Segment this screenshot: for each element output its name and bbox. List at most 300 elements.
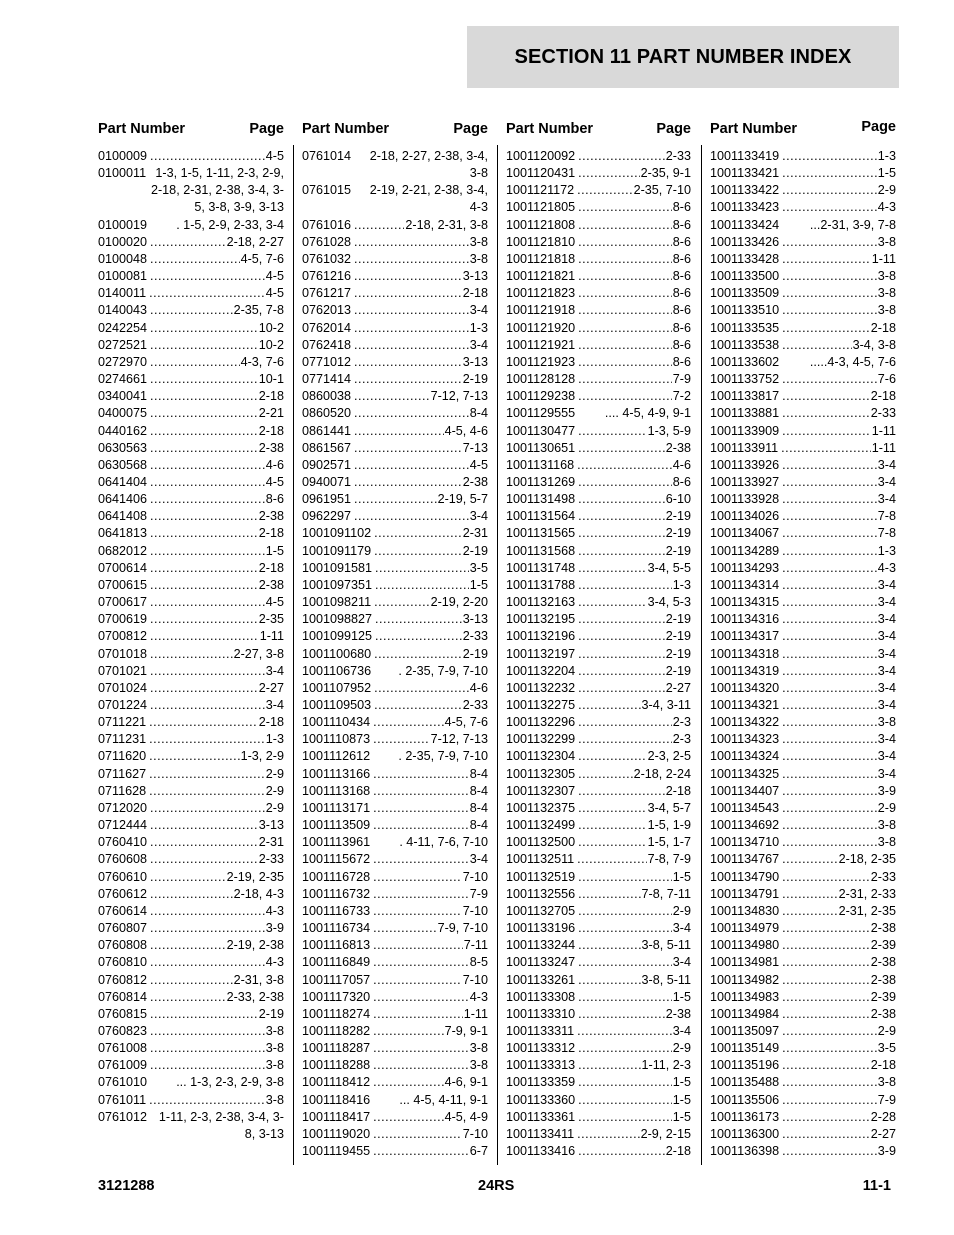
- part-number: 1001121172: [506, 183, 575, 198]
- page-refs: 3-4: [877, 663, 896, 678]
- dot-leader: [782, 491, 877, 508]
- index-entry: [98, 972, 284, 989]
- page-refs: 1-3: [877, 543, 896, 558]
- page-refs: 2-18: [258, 715, 284, 730]
- dot-leader: [354, 440, 462, 457]
- dot-leader: [578, 302, 672, 319]
- page-refs: 1-3, 1-5, 1-11, 2-3, 2-9, 2-18, 2-31, 2-38, 3-4, 3-5, 3-8, 3-9, 3-13: [150, 166, 284, 215]
- part-number: 1001133509: [710, 286, 780, 301]
- index-entry: [710, 989, 896, 1006]
- page-refs: 2-19, 2-21, 2-38, 3-4, 4-3: [369, 183, 488, 215]
- index-entry: [506, 972, 691, 989]
- dot-leader: [354, 251, 469, 268]
- page-refs: 7-9: [672, 372, 691, 387]
- part-number: 0340041: [98, 389, 148, 404]
- part-number: 1001119020: [302, 1126, 371, 1141]
- dot-leader: [354, 491, 437, 508]
- part-number: 0961951: [302, 492, 352, 507]
- page-refs: 3-8, 5-11: [641, 972, 691, 987]
- dot-leader: [149, 783, 265, 800]
- dot-leader: [150, 371, 258, 388]
- page-refs: 2-19: [258, 1006, 284, 1021]
- part-number: 1001130651: [506, 440, 576, 455]
- index-entry: [302, 869, 488, 886]
- dot-leader: [150, 457, 265, 474]
- index-entry: [98, 234, 284, 251]
- dot-leader: [578, 937, 640, 954]
- dot-leader: [578, 834, 646, 851]
- page-refs: 2-18, 4-3: [233, 886, 284, 901]
- index-entry: [710, 1143, 896, 1160]
- page-refs: 8-6: [672, 354, 691, 369]
- part-number: 0400075: [98, 406, 148, 421]
- part-number: 0760823: [98, 1023, 148, 1038]
- index-entry: [98, 783, 284, 800]
- dot-leader: [782, 560, 877, 577]
- dot-leader: [578, 954, 672, 971]
- page-refs: 3-8: [265, 1041, 284, 1056]
- page-refs: 3-4, 3-8: [852, 337, 896, 352]
- dot-leader: [578, 199, 672, 216]
- page-refs: 2-38: [870, 972, 896, 987]
- part-number: 1001133928: [710, 492, 780, 507]
- page-refs: 8-4: [469, 818, 488, 833]
- page-refs: 2-18, 2-24: [633, 766, 691, 781]
- part-number: 1001134979: [710, 921, 780, 936]
- index-entry: [302, 851, 488, 868]
- page-refs: 1-5: [672, 869, 691, 884]
- header-part-number: Part Number: [98, 121, 186, 137]
- page-refs: 2-31, 3-8: [233, 972, 284, 987]
- index-entry: [302, 371, 488, 388]
- index-entry: [506, 268, 691, 285]
- part-number: 1001133310: [506, 1006, 576, 1021]
- page-refs: 2-19, 5-7: [437, 492, 488, 507]
- dot-leader: [578, 594, 646, 611]
- index-entry: [506, 697, 691, 714]
- part-number: 1001133244: [506, 938, 576, 953]
- page-refs: 2-9: [877, 800, 896, 815]
- index-entry: [710, 1109, 896, 1126]
- page-refs: 2-35, 7-8: [233, 303, 284, 318]
- part-number: 1001132232: [506, 680, 576, 695]
- dot-leader: [150, 989, 226, 1006]
- page-refs: 3-8: [877, 234, 896, 249]
- dot-leader: [374, 543, 462, 560]
- index-entry: [710, 199, 896, 216]
- part-number: 0274661: [98, 372, 148, 387]
- part-number: 0760810: [98, 955, 148, 970]
- index-entry: [302, 1092, 488, 1109]
- index-entry: [506, 371, 691, 388]
- part-number: 1001135149: [710, 1041, 780, 1056]
- page-refs: 4-5, 4-6: [444, 423, 488, 438]
- index-entry: [710, 165, 896, 182]
- index-entry: [710, 800, 896, 817]
- part-number: 1001129238: [506, 389, 576, 404]
- page-refs: 3-13: [258, 818, 284, 833]
- index-entry: [302, 148, 488, 182]
- part-number: 1001132163: [506, 595, 576, 610]
- index-entry: [710, 972, 896, 989]
- index-entry: [506, 886, 691, 903]
- part-number: 1001134324: [710, 749, 780, 764]
- part-number: 1001133927: [710, 474, 780, 489]
- index-entry: [98, 920, 284, 937]
- index-entry: [302, 1109, 488, 1126]
- page-refs: 3-4: [265, 663, 284, 678]
- index-entry: [302, 1057, 488, 1074]
- column-divider: [293, 145, 294, 1165]
- index-entry: [98, 577, 284, 594]
- dot-leader: [150, 680, 258, 697]
- index-entry: [710, 869, 896, 886]
- index-entry: [710, 217, 896, 234]
- page-refs: 2-19: [665, 543, 691, 558]
- index-entry: [710, 1126, 896, 1143]
- dot-leader: [578, 543, 665, 560]
- dot-leader: [150, 920, 265, 937]
- index-entry: [506, 954, 691, 971]
- page-refs: 2-18: [258, 423, 284, 438]
- dot-leader: [782, 1057, 870, 1074]
- page-refs: 10-2: [258, 337, 284, 352]
- dot-leader: [578, 217, 672, 234]
- index-entry: [710, 1092, 896, 1109]
- page-refs: 2-9: [672, 903, 691, 918]
- index-entry: [98, 251, 284, 268]
- dot-leader: [782, 1092, 877, 1109]
- page-refs: 3-4: [469, 303, 488, 318]
- page-refs: . 1-5, 2-9, 2-33, 3-4: [176, 217, 284, 232]
- page-refs: 2-33: [870, 869, 896, 884]
- page-refs: 2-39: [870, 989, 896, 1004]
- dot-leader: [578, 1092, 672, 1109]
- dot-leader: [150, 405, 258, 422]
- dot-leader: [578, 320, 672, 337]
- dot-leader: [577, 1126, 639, 1143]
- dot-leader: [782, 628, 877, 645]
- index-entry: [98, 1040, 284, 1057]
- dot-leader: [782, 1040, 877, 1057]
- page-refs: . 2-35, 7-9, 7-10: [398, 749, 488, 764]
- index-entry: [98, 1074, 284, 1091]
- dot-leader: [373, 766, 469, 783]
- column-divider: [497, 145, 498, 1165]
- entry-list: [506, 148, 691, 1160]
- part-number: 0701021: [98, 663, 148, 678]
- dot-leader: [150, 491, 265, 508]
- part-number: 1001133602: [710, 354, 780, 369]
- part-number: 0641408: [98, 509, 148, 524]
- dot-leader: [578, 560, 646, 577]
- part-number: 1001133261: [506, 972, 576, 987]
- part-number: 1001132375: [506, 800, 576, 815]
- page-refs: 3-4: [672, 921, 691, 936]
- dot-leader: [150, 628, 259, 645]
- dot-leader: [354, 423, 444, 440]
- page-refs: 4-5: [265, 149, 284, 163]
- part-number: 1001134984: [710, 1006, 780, 1021]
- part-number: 0760614: [98, 903, 148, 918]
- page-refs: 3-4: [877, 732, 896, 747]
- index-entry: [506, 1126, 691, 1143]
- part-number: 0761008: [98, 1041, 148, 1056]
- part-number: 0100019: [98, 217, 148, 232]
- index-column-3: [506, 118, 691, 1160]
- index-entry: [506, 646, 691, 663]
- index-entry: [710, 251, 896, 268]
- index-entry: [98, 457, 284, 474]
- index-entry: [506, 714, 691, 731]
- page-refs: 7-8: [877, 526, 896, 541]
- part-number: 1001100680: [302, 646, 372, 661]
- index-entry: [302, 697, 488, 714]
- part-number: 1001133426: [710, 234, 780, 249]
- page-refs: 3-4: [877, 492, 896, 507]
- page-refs: 1-5: [265, 543, 284, 558]
- part-number: 1001116728: [302, 869, 371, 884]
- dot-leader: [782, 1143, 877, 1160]
- index-entry: [506, 1143, 691, 1160]
- page-refs: 2-33: [462, 629, 488, 644]
- page-refs: 8-6: [265, 492, 284, 507]
- part-number: 1001134318: [710, 646, 780, 661]
- page-refs: 4-3: [265, 955, 284, 970]
- dot-leader: [149, 1092, 265, 1109]
- part-number: 0140043: [98, 303, 148, 318]
- index-entry: [710, 937, 896, 954]
- index-entry: [506, 165, 691, 182]
- dot-leader: [782, 937, 870, 954]
- dot-leader: [578, 440, 665, 457]
- page-refs: 2-35, 9-1: [640, 166, 691, 181]
- page-refs: 2-31, 2-35: [838, 903, 896, 918]
- column-header: [506, 118, 691, 148]
- index-entry: [98, 817, 284, 834]
- part-number: 1001135196: [710, 1058, 780, 1073]
- dot-leader: [782, 646, 877, 663]
- page-refs: 4-3, 7-6: [240, 354, 284, 369]
- dot-leader: [781, 440, 871, 457]
- dot-leader: [578, 783, 665, 800]
- page-refs: 8-4: [469, 783, 488, 798]
- part-number: 0682012: [98, 543, 148, 558]
- part-number: 1001091102: [302, 526, 372, 541]
- dot-leader: [578, 714, 672, 731]
- index-entry: [302, 474, 488, 491]
- page-refs: 1-3: [672, 577, 691, 592]
- index-entry: [98, 354, 284, 371]
- part-number: 1001132705: [506, 903, 576, 918]
- part-number: 1001091581: [302, 560, 373, 575]
- part-number: 1001116733: [302, 903, 371, 918]
- index-entry: [302, 1126, 488, 1143]
- dot-leader: [150, 834, 258, 851]
- part-number: 1001133196: [506, 921, 576, 936]
- index-entry: [506, 577, 691, 594]
- part-number: 1001120431: [506, 166, 576, 181]
- page-refs: 4-5, 4-9: [444, 1109, 488, 1124]
- index-entry: [506, 182, 691, 199]
- page-refs: 2-18: [665, 783, 691, 798]
- dot-leader: [354, 285, 462, 302]
- dot-leader: [578, 1040, 672, 1057]
- part-number: 1001132196: [506, 629, 576, 644]
- part-number: 1001133416: [506, 1144, 576, 1159]
- dot-leader: [150, 886, 233, 903]
- dot-leader: [373, 1057, 469, 1074]
- part-number: 0272970: [98, 354, 148, 369]
- part-number: 0700617: [98, 595, 148, 610]
- dot-leader: [578, 285, 672, 302]
- part-number: 1001134314: [710, 577, 780, 592]
- part-number: 1001133881: [710, 406, 780, 421]
- dot-leader: [150, 800, 265, 817]
- index-entry: [302, 937, 488, 954]
- dot-leader: [374, 525, 462, 542]
- index-entry: [302, 525, 488, 542]
- index-entry: [98, 594, 284, 611]
- page-refs: 3-4: [469, 509, 488, 524]
- index-entry: [98, 989, 284, 1006]
- dot-leader: [578, 1143, 665, 1160]
- index-entry: [98, 371, 284, 388]
- part-number: 1001134767: [710, 852, 780, 867]
- dot-leader: [782, 405, 870, 422]
- page-refs: 2-18: [462, 286, 488, 301]
- index-entry: [506, 1092, 691, 1109]
- dot-leader: [150, 869, 226, 886]
- part-number: 0771012: [302, 354, 352, 369]
- part-number: 1001113171: [302, 800, 371, 815]
- page-refs: 3-9: [265, 921, 284, 936]
- index-entry: [710, 302, 896, 319]
- part-number: 1001130477: [506, 423, 576, 438]
- dot-leader: [578, 165, 639, 182]
- page-refs: 2-19, 2-20: [430, 595, 488, 610]
- index-entry: [302, 920, 488, 937]
- page-refs: 2-9, 2-15: [640, 1126, 691, 1141]
- index-entry: [98, 217, 284, 234]
- page-refs: 3-13: [462, 354, 488, 369]
- part-number: 1001121810: [506, 234, 576, 249]
- part-number: 1001134323: [710, 732, 780, 747]
- part-number: 1001133312: [506, 1041, 576, 1056]
- page-refs: 2-19, 2-38: [226, 938, 284, 953]
- index-entry: [302, 217, 488, 234]
- part-number: 1001121923: [506, 354, 576, 369]
- header-page: Page: [249, 121, 284, 137]
- dot-leader: [150, 611, 258, 628]
- part-number: 1001112612: [302, 749, 371, 764]
- page-refs: 4-5: [265, 286, 284, 301]
- part-number: 1001134982: [710, 972, 780, 987]
- index-entry: [98, 731, 284, 748]
- dot-leader: [782, 714, 877, 731]
- header-part-number: Part Number: [302, 121, 390, 137]
- index-entry: [98, 543, 284, 560]
- index-entry: [506, 525, 691, 542]
- index-entry: [710, 680, 896, 697]
- part-number: 1001121823: [506, 286, 576, 301]
- page-refs: 7-11: [463, 938, 488, 953]
- index-entry: [710, 491, 896, 508]
- index-entry: [302, 285, 488, 302]
- part-number: 1001091179: [302, 543, 372, 558]
- part-number: 1001109503: [302, 698, 372, 712]
- dot-leader: [782, 148, 877, 165]
- page-refs: 7-10: [462, 903, 488, 918]
- dot-leader: [373, 989, 469, 1006]
- dot-leader: [149, 285, 265, 302]
- part-number: 1001132305: [506, 766, 576, 781]
- index-entry: [302, 663, 488, 680]
- part-number: 1001116732: [302, 886, 371, 901]
- page-refs: 1-11, 2-3, 2-38, 3-4, 3-8, 3-13: [158, 1109, 284, 1141]
- page-refs: 2-38: [258, 440, 284, 455]
- index-entry: [710, 337, 896, 354]
- dot-leader: [150, 474, 265, 491]
- page-refs: 8-6: [672, 251, 691, 266]
- page-refs: 1-11: [463, 1006, 488, 1021]
- dot-leader: [375, 611, 462, 628]
- page-refs: 2-27: [258, 680, 284, 695]
- part-number: 1001132500: [506, 835, 576, 850]
- part-number: 1001134325: [710, 766, 780, 781]
- part-number: 1001135488: [710, 1075, 780, 1090]
- part-number: 1001098827: [302, 612, 373, 627]
- dot-leader: [354, 337, 469, 354]
- page-refs: 2-38: [870, 955, 896, 970]
- column-divider: [701, 145, 702, 1165]
- index-entry: [98, 491, 284, 508]
- page-refs: 2-38: [870, 921, 896, 936]
- part-number: 1001133313: [506, 1058, 576, 1073]
- index-entry: [506, 869, 691, 886]
- page-refs: 2-19: [665, 663, 691, 678]
- part-number: 1001136398: [710, 1144, 780, 1159]
- index-entry: [302, 731, 488, 748]
- index-entry: [98, 748, 284, 765]
- page-refs: 4-5: [265, 474, 284, 489]
- index-entry: [302, 234, 488, 251]
- index-entry: [98, 766, 284, 783]
- index-entry: [98, 440, 284, 457]
- dot-leader: [373, 1040, 469, 1057]
- index-entry: [98, 903, 284, 920]
- part-number: 1001118274: [302, 1006, 371, 1021]
- index-entry: [710, 697, 896, 714]
- header-part-number: Part Number: [710, 121, 798, 137]
- dot-leader: [782, 886, 837, 903]
- part-number: 1001133422: [710, 183, 780, 198]
- part-number: 0630568: [98, 457, 148, 472]
- index-entry: [506, 320, 691, 337]
- index-entry: [302, 817, 488, 834]
- dot-leader: [374, 697, 462, 714]
- dot-leader: [782, 320, 870, 337]
- page-refs: 2-9: [265, 800, 284, 815]
- dot-leader: [782, 525, 877, 542]
- index-entry: [98, 1023, 284, 1040]
- index-entry: [506, 937, 691, 954]
- index-entry: [506, 748, 691, 765]
- page-refs: 7-9: [877, 1092, 896, 1107]
- part-number: 1001133308: [506, 989, 576, 1004]
- page-refs: 2-38: [870, 1006, 896, 1021]
- page-refs: 2-35: [258, 612, 284, 627]
